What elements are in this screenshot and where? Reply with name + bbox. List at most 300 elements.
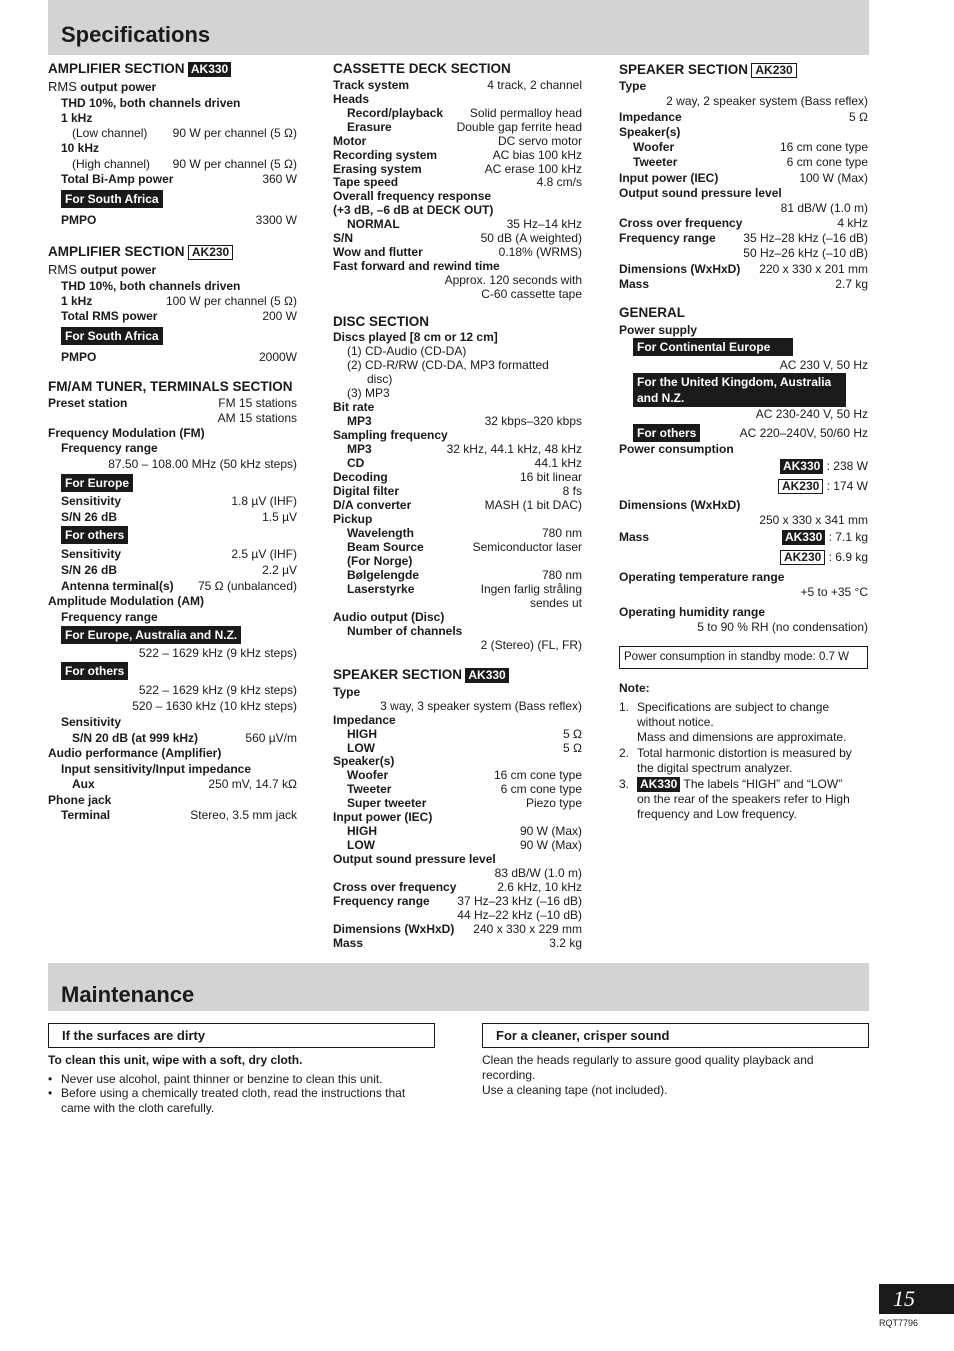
sn26-label: S/N 26 dB	[61, 510, 118, 524]
sensitivity-value: 2.5 µV (IHF)	[231, 547, 297, 561]
pmpo-label: PMPO	[61, 350, 97, 364]
sensitivity-label: Sensitivity	[61, 547, 122, 561]
fm-freq-range-label: Frequency range	[61, 441, 158, 455]
sensitivity-label: Sensitivity	[61, 494, 122, 508]
speaker-ak330-heading	[333, 668, 582, 684]
cleaning-line-1: Clean the heads regularly to assure good quality playback and	[482, 1053, 814, 1067]
input-power-label: Input power (IEC)	[333, 810, 433, 824]
input-sensitivity-label: Input sensitivity/Input impedance	[61, 762, 252, 776]
freq-range-row	[333, 894, 582, 908]
tweeter-row	[333, 782, 582, 796]
note-number-3: 3.	[619, 777, 630, 791]
pmpo-value: 3300 W	[255, 213, 297, 227]
overall-freq-label: Overall frequency response	[333, 189, 492, 203]
ac230-row	[619, 358, 868, 372]
general-heading: GENERAL	[619, 305, 686, 320]
for-europe-australia-tag: For Europe, Australia and N.Z.	[61, 626, 241, 644]
audio-performance-label: Audio performance (Amplifier)	[48, 746, 222, 760]
sensitivity-value: 1.8 µV (IHF)	[231, 494, 297, 508]
channels-value: 2 (Stereo) (FL, FR)	[480, 638, 582, 652]
1khz-label: 1 kHz	[61, 294, 93, 308]
power-consumption-label: Power consumption	[619, 442, 734, 456]
channels-label: Number of channels	[347, 624, 463, 638]
note-number-1: 1.	[619, 700, 630, 714]
note-number-2: 2.	[619, 746, 630, 760]
input-power-label: Input power (IEC)	[619, 171, 719, 185]
mp3-label: MP3	[347, 414, 372, 428]
woofer-label: Woofer	[347, 768, 389, 782]
1khz-label: 1 kHz	[61, 111, 93, 125]
impedance-high-row	[333, 727, 582, 741]
note-2-line-1: Total harmonic distortion is measured by	[637, 746, 852, 760]
tweeter-row	[619, 155, 868, 169]
motor-label: Motor	[333, 134, 367, 148]
laserstyrke-label: Laserstyrke	[347, 582, 415, 596]
general-dimensions-label: Dimensions (WxHxD)	[619, 498, 741, 512]
freq-range-row-2	[333, 908, 582, 922]
bullet-1: Never use alcohol, paint thinner or benzine to clean this unit.	[61, 1072, 383, 1086]
uk-line-2: and N.Z.	[637, 391, 685, 405]
ospl-row	[333, 866, 582, 880]
aux-value: 250 mV, 14.7 kΩ	[208, 777, 297, 791]
da-converter-row	[333, 498, 582, 512]
1khz-value: 100 W per channel (5 Ω)	[165, 294, 297, 308]
decoding-label: Decoding	[333, 470, 388, 484]
low-channel-row	[48, 126, 297, 140]
cleaning-line-3: Use a cleaning tape (not included).	[482, 1083, 668, 1097]
sampling-mp3-row	[333, 442, 582, 456]
power-supply-label: Power supply	[619, 323, 698, 337]
track-row	[333, 78, 582, 92]
op-temp-row	[619, 585, 868, 599]
bolgelengde-value: 780 nm	[541, 568, 582, 582]
sn26-value: 1.5 µV	[262, 510, 297, 524]
input-power-low-value: 90 W (Max)	[519, 838, 582, 852]
amplifier-ak330-heading	[48, 62, 297, 78]
tape-speed-row	[333, 175, 582, 189]
heads-label: Heads	[333, 92, 370, 106]
ak330-badge: AK330	[188, 62, 231, 77]
impedance-label: Impedance	[333, 713, 396, 727]
input-power-value: 100 W (Max)	[799, 171, 868, 185]
freq-range-row-2	[619, 246, 868, 260]
type-value: 2 way, 2 speaker system (Bass reflex)	[666, 94, 868, 108]
high-channel-label: (High channel)	[72, 157, 151, 171]
am-stations-row	[48, 411, 297, 425]
decoding-row	[333, 470, 582, 484]
fm-range-value: 87.50 – 108.00 MHz (50 kHz steps)	[108, 457, 297, 471]
for-norge-label: (For Norge)	[347, 554, 413, 568]
normal-value: 35 Hz–14 kHz	[506, 217, 582, 231]
rms-label	[48, 263, 297, 277]
bullet-dot: •	[48, 1072, 53, 1086]
track-value: 4 track, 2 channel	[487, 78, 582, 92]
discs-played-label: Discs played [8 cm or 12 cm]	[333, 330, 498, 344]
am-range-value: 522 – 1629 kHz (9 kHz steps)	[138, 646, 297, 660]
pmpo-row	[48, 350, 297, 364]
note-1-line-1: Specifications are subject to change	[637, 700, 830, 714]
mp3-label: MP3	[347, 442, 372, 456]
rms-word: RMS	[48, 79, 77, 94]
crossover-row	[333, 880, 582, 894]
pmpo-row	[48, 213, 297, 227]
input-power-high-value: 90 W (Max)	[519, 824, 582, 838]
continental-europe-tag: For Continental Europe	[633, 338, 793, 356]
clean-instruction: To clean this unit, wipe with a soft, dry cloth.	[48, 1053, 303, 1067]
total-rms-value: 200 W	[262, 309, 297, 323]
specifications-title: Specifications	[61, 22, 211, 47]
surfaces-dirty-box	[48, 1023, 435, 1048]
note-3	[637, 777, 868, 822]
total-rms-label: Total RMS power	[61, 309, 158, 323]
disc-type-2: (2) CD-R/RW (CD-DA, MP3 formatted	[347, 358, 549, 372]
wavelength-label: Wavelength	[347, 526, 414, 540]
record-playback-value: Solid permalloy head	[469, 106, 582, 120]
am-range-value: 522 – 1629 kHz (9 kHz steps)	[138, 683, 297, 697]
tweeter-value: 6 cm cone type	[786, 155, 868, 169]
total-biamp-value: 360 W	[262, 172, 297, 186]
dimensions-row	[333, 922, 582, 936]
phone-jack-label: Phone jack	[48, 793, 112, 807]
sn20-value: 560 µV/m	[245, 731, 297, 745]
rms-label	[48, 80, 297, 94]
low-channel-value: 90 W per channel (5 Ω)	[172, 126, 297, 140]
low-label: LOW	[347, 741, 375, 755]
maintenance-header-bar	[48, 963, 869, 1011]
am-range-value: 520 – 1630 kHz (10 kHz steps)	[132, 699, 297, 713]
dimensions-label: Dimensions (WxHxD)	[619, 262, 741, 276]
ospl-label: Output sound pressure level	[619, 186, 782, 200]
motor-row	[333, 134, 582, 148]
beam-source-label: Beam Source	[347, 540, 424, 554]
uk-australia-tag	[633, 373, 846, 407]
note-3-line-2: on the rear of the speakers refer to High	[637, 792, 850, 806]
crisper-sound-box	[482, 1023, 869, 1048]
sn-row	[333, 231, 582, 245]
ff-rew-row-2	[333, 287, 582, 301]
pc-ak230-value: : 174 W	[826, 479, 868, 493]
wow-flutter-value: 0.18% (WRMS)	[498, 245, 582, 259]
ak330-badge: AK330	[780, 459, 823, 474]
recording-system-row	[333, 148, 582, 162]
pc-ak230-row	[619, 479, 868, 495]
overall-freq-label-2: (+3 dB, –6 dB at DECK OUT)	[333, 203, 494, 217]
am-freq-range-label: Frequency range	[61, 610, 158, 624]
terminal-value: Stereo, 3.5 mm jack	[190, 808, 297, 822]
mass-label: Mass	[619, 277, 650, 291]
bullet-2-line-1: Before using a chemically treated cloth, read the instructions that	[61, 1086, 406, 1100]
cassette-heading: CASSETTE DECK SECTION	[333, 61, 511, 76]
ak330-badge: AK330	[465, 668, 508, 683]
cleaning-line-2: recording.	[482, 1068, 536, 1082]
pc-ak330-value: : 238 W	[826, 459, 868, 473]
impedance-label: Impedance	[619, 110, 682, 124]
wavelength-value: 780 nm	[541, 526, 582, 540]
mass-label: Mass	[333, 936, 364, 950]
disc-type-1: (1) CD-Audio (CD-DA)	[347, 344, 467, 358]
super-tweeter-row	[333, 796, 582, 810]
tweeter-label: Tweeter	[633, 155, 678, 169]
mass-row	[333, 936, 582, 950]
note-1	[637, 700, 868, 745]
track-label: Track system	[333, 78, 410, 92]
preset-row	[48, 396, 297, 410]
fm-stations: FM 15 stations	[218, 396, 297, 410]
erasing-system-value: AC erase 100 kHz	[484, 162, 582, 176]
wavelength-row	[333, 526, 582, 540]
thd-label: THD 10%, both channels driven	[61, 96, 241, 110]
mass-ak330-value: : 7.1 kg	[828, 530, 868, 544]
wow-flutter-row	[333, 245, 582, 259]
note-2	[637, 746, 868, 776]
crossover-label: Cross over frequency	[619, 216, 743, 230]
sn20-row	[48, 731, 297, 745]
aux-row	[48, 777, 297, 791]
sn-value: 50 dB (A weighted)	[480, 231, 582, 245]
south-africa-tag: For South Africa	[61, 327, 163, 345]
ff-rew-row	[333, 273, 582, 287]
erasure-value: Double gap ferrite head	[456, 120, 582, 134]
10khz-label: 10 kHz	[61, 141, 100, 155]
uk-line-1: For the United Kingdom, Australia	[637, 375, 832, 389]
ac230-240-row	[619, 407, 868, 421]
recording-system-value: AC bias 100 kHz	[492, 148, 582, 162]
bullet-2-line-2: came with the cloth carefully.	[61, 1101, 215, 1115]
low-channel-label: (Low channel)	[72, 126, 148, 140]
rms-word: RMS	[48, 262, 77, 277]
crossover-value: 2.6 kHz, 10 kHz	[497, 880, 582, 894]
thd-label: THD 10%, both channels driven	[61, 279, 241, 293]
fm-range-row	[48, 457, 297, 471]
amplifier-ak230-heading	[48, 245, 297, 261]
sensitivity-row	[48, 494, 297, 508]
bit-rate-row	[333, 414, 582, 428]
crossover-label: Cross over frequency	[333, 880, 457, 894]
1khz-row	[48, 294, 297, 308]
sampling-label: Sampling frequency	[333, 428, 448, 442]
normal-label: NORMAL	[347, 217, 400, 231]
ak230-badge: AK230	[188, 245, 233, 260]
bullet-2	[61, 1086, 434, 1116]
woofer-row	[619, 140, 868, 154]
high-label: HIGH	[347, 824, 377, 838]
sn26-row	[48, 563, 297, 577]
type-label: Type	[619, 79, 647, 93]
am-label: Amplitude Modulation (AM)	[48, 594, 204, 608]
section-heading: AMPLIFIER SECTION	[48, 61, 185, 76]
speaker-ak230-heading	[619, 63, 868, 79]
note-1-line-2: without notice.	[637, 715, 714, 729]
ospl-row	[619, 201, 868, 215]
mass-ak230-value: : 6.9 kg	[828, 550, 868, 564]
tuner-heading: FM/AM TUNER, TERMINALS SECTION	[48, 379, 293, 394]
fm-label: Frequency Modulation (FM)	[48, 426, 205, 440]
digital-filter-value: 8 fs	[562, 484, 582, 498]
standby-power-text: Power consumption in standby mode: 0.7 W	[624, 651, 850, 663]
op-humidity-row	[619, 620, 868, 634]
ak230-badge: AK230	[778, 479, 823, 494]
disc-heading: DISC SECTION	[333, 314, 430, 329]
terminal-row	[48, 808, 297, 822]
ac230-value: AC 230 V, 50 Hz	[779, 358, 868, 372]
super-tweeter-value: Piezo type	[525, 796, 582, 810]
section-heading: SPEAKER SECTION	[333, 667, 463, 682]
crisper-sound-title: For a cleaner, crisper sound	[496, 1028, 670, 1043]
am-sensitivity-label: Sensitivity	[61, 715, 122, 729]
disc-type-3: (3) MP3	[347, 386, 390, 400]
ff-rew-label: Fast forward and rewind time	[333, 259, 500, 273]
high-channel-value: 90 W per channel (5 Ω)	[172, 157, 297, 171]
section-heading: SPEAKER SECTION	[619, 62, 749, 77]
tape-speed-value: 4.8 cm/s	[536, 175, 582, 189]
sn26-row	[48, 510, 297, 524]
freq-range-value-2: 50 Hz–26 kHz (–10 dB)	[743, 246, 868, 260]
op-temp-value: +5 to +35 °C	[800, 585, 868, 599]
channels-row	[333, 638, 582, 652]
specifications-header-bar	[48, 0, 869, 55]
impedance-row	[619, 110, 868, 124]
motor-value: DC servo motor	[497, 134, 582, 148]
sampling-cd-row	[333, 456, 582, 470]
freq-range-value-2: 44 Hz–22 kHz (–10 dB)	[457, 908, 582, 922]
recording-system-label: Recording system	[333, 148, 438, 162]
beam-source-row	[333, 540, 582, 554]
ak230-badge: AK230	[780, 550, 825, 565]
mass-ak330-row	[619, 530, 868, 546]
note-label: Note:	[619, 681, 650, 695]
standby-power-box	[619, 646, 868, 669]
laserstyrke-row	[333, 582, 582, 596]
dimensions-value: 240 x 330 x 229 mm	[473, 922, 582, 936]
mass-value: 3.2 kg	[549, 936, 582, 950]
total-rms-row	[48, 309, 297, 323]
type-row	[333, 699, 582, 713]
mass-row	[619, 277, 868, 291]
laserstyrke-value-2: sendes ut	[529, 596, 582, 610]
antenna-value: 75 Ω (unbalanced)	[197, 579, 297, 593]
total-biamp-label: Total Bi-Amp power	[61, 172, 174, 186]
erasing-system-label: Erasing system	[333, 162, 422, 176]
pmpo-label: PMPO	[61, 213, 97, 227]
preset-label: Preset station	[48, 396, 128, 410]
normal-row	[333, 217, 582, 231]
rms-rest: output power	[76, 263, 157, 277]
super-tweeter-label: Super tweeter	[347, 796, 427, 810]
op-humidity-label: Operating humidity range	[619, 605, 766, 619]
sampling-mp3-value: 32 kHz, 44.1 kHz, 48 kHz	[446, 442, 582, 456]
tweeter-value: 6 cm cone type	[500, 782, 582, 796]
freq-range-row	[619, 231, 868, 245]
dimensions-row	[619, 262, 868, 276]
laserstyrke-row-2	[333, 596, 582, 610]
ff-rew-value: Approx. 120 seconds with	[444, 273, 582, 287]
woofer-value: 16 cm cone type	[779, 140, 868, 154]
freq-range-label: Frequency range	[619, 231, 716, 245]
type-value: 3 way, 3 speaker system (Bass reflex)	[380, 699, 582, 713]
speakers-label: Speaker(s)	[333, 754, 395, 768]
am-range-row	[48, 699, 297, 713]
sn20-label: S/N 20 dB (at 999 kHz)	[72, 731, 199, 745]
for-others-tag: For others	[61, 662, 128, 680]
beam-source-value: Semiconductor laser	[472, 540, 582, 554]
erasure-row	[333, 120, 582, 134]
erasing-system-row	[333, 162, 582, 176]
wow-flutter-label: Wow and flutter	[333, 245, 423, 259]
for-others-tag: For others	[61, 526, 128, 544]
am-range-row	[48, 646, 297, 660]
aux-label: Aux	[72, 777, 95, 791]
pmpo-value: 2000W	[258, 350, 297, 364]
ac230-240-value: AC 230-240 V, 50 Hz	[755, 407, 868, 421]
bit-rate-label: Bit rate	[333, 400, 375, 414]
general-dimensions-row	[619, 513, 868, 527]
for-europe-tag: For Europe	[61, 474, 133, 492]
general-mass-label: Mass	[619, 530, 650, 544]
mass-value: 2.7 kg	[835, 277, 868, 291]
mass-ak230-row	[619, 550, 868, 566]
tape-speed-label: Tape speed	[333, 175, 399, 189]
general-dimensions-value: 250 x 330 x 341 mm	[759, 513, 868, 527]
crossover-value: 4 kHz	[837, 216, 868, 230]
freq-range-value: 37 Hz–23 kHz (–16 dB)	[457, 894, 582, 908]
erasure-label: Erasure	[347, 120, 392, 134]
ak330-badge: AK330	[782, 530, 825, 545]
type-label: Type	[333, 685, 361, 699]
tweeter-label: Tweeter	[347, 782, 392, 796]
note-3-line-1: The labels “HIGH” and “LOW”	[683, 777, 843, 791]
bolgelengde-label: Bølgelengde	[347, 568, 420, 582]
da-converter-label: D/A converter	[333, 498, 412, 512]
impedance-low-row	[333, 741, 582, 755]
impedance-high-value: 5 Ω	[563, 727, 582, 741]
ospl-value: 83 dB/W (1.0 m)	[494, 866, 582, 880]
input-power-high-row	[333, 824, 582, 838]
impedance-low-value: 5 Ω	[563, 741, 582, 755]
dimensions-label: Dimensions (WxHxD)	[333, 922, 455, 936]
sn26-label: S/N 26 dB	[61, 563, 118, 577]
disc-type-2-cont: disc)	[367, 372, 393, 386]
freq-range-label: Frequency range	[333, 894, 430, 908]
da-converter-value: MASH (1 bit DAC)	[484, 498, 582, 512]
maintenance-title: Maintenance	[61, 982, 195, 1007]
pickup-label: Pickup	[333, 512, 373, 526]
low-label: LOW	[347, 838, 375, 852]
op-humidity-value: 5 to 90 % RH (no condensation)	[697, 620, 868, 634]
note-2-line-2: the digital spectrum analyzer.	[637, 761, 793, 775]
bit-rate-value: 32 kbps–320 kbps	[484, 414, 582, 428]
high-channel-row	[48, 157, 297, 171]
am-stations: AM 15 stations	[217, 411, 297, 425]
digital-filter-row	[333, 484, 582, 498]
crossover-row	[619, 216, 868, 230]
sn-label: S/N	[333, 231, 354, 245]
document-code: RQT7796	[879, 1318, 919, 1328]
input-power-low-row	[333, 838, 582, 852]
ospl-label: Output sound pressure level	[333, 852, 496, 866]
ac220-value: AC 220–240V, 50/60 Hz	[739, 426, 868, 440]
freq-range-value: 35 Hz–28 kHz (–16 dB)	[743, 231, 868, 245]
bullet-dot: •	[48, 1086, 53, 1100]
total-biamp-row	[48, 172, 297, 186]
ac220-row	[619, 426, 868, 440]
bolgelengde-row	[333, 568, 582, 582]
ak230-badge: AK230	[751, 63, 796, 78]
dimensions-value: 220 x 330 x 201 mm	[759, 262, 868, 276]
ospl-value: 81 dB/W (1.0 m)	[780, 201, 868, 215]
woofer-value: 16 cm cone type	[493, 768, 582, 782]
cd-label: CD	[347, 456, 365, 470]
op-temp-label: Operating temperature range	[619, 570, 785, 584]
